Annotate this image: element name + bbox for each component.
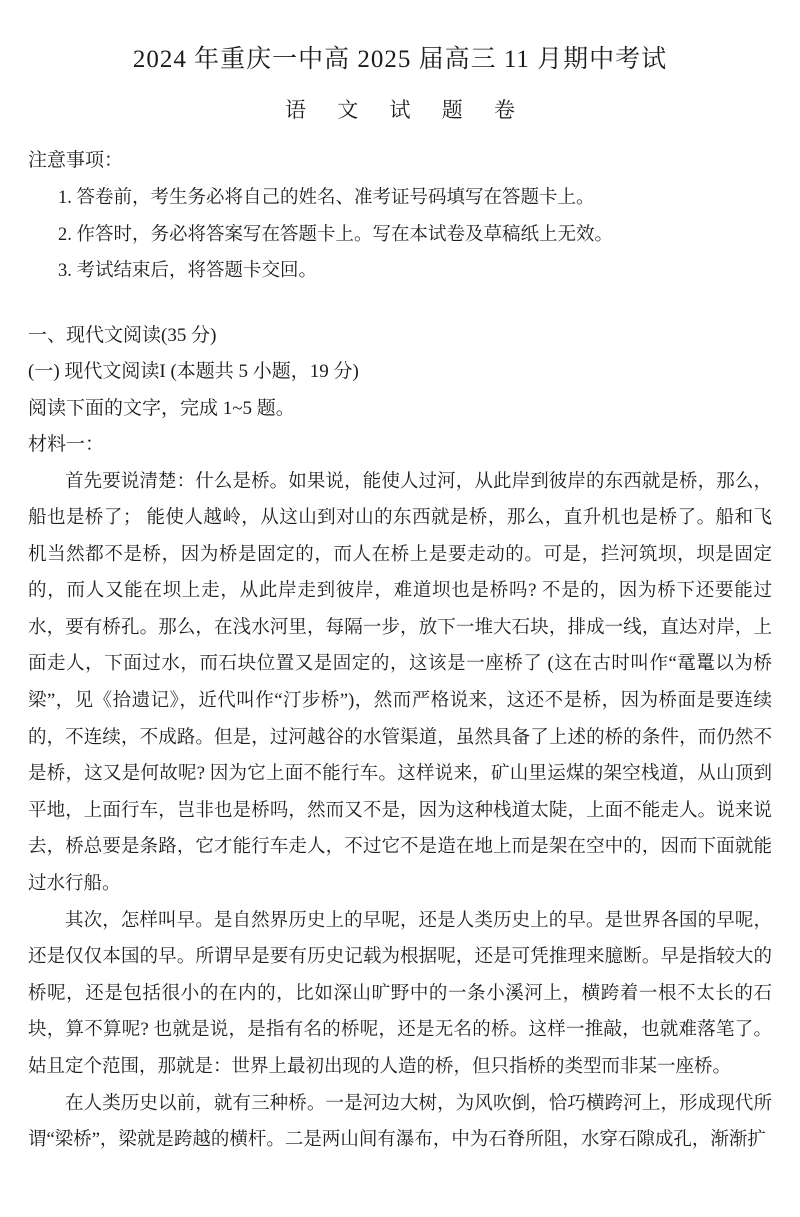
reading-instruction: 阅读下面的文字，完成 1~5 题。 (28, 397, 295, 419)
page-title: 2024 年重庆一中高 2025 届高三 11 月期中考试 (132, 46, 668, 73)
notice-item: 2. 作答时，务必将答案写在答题卡上。写在本试卷及草稿纸上无效。 (58, 224, 614, 245)
reading-section (28, 318, 772, 1159)
notice-item: 1. 答卷前，考生务必将自己的姓名、准考证号码填写在答题卡上。 (58, 188, 595, 208)
body-paragraph: 其次，怎样叫早。是自然界历史上的早呢，还是人类历史上的早。是世界各国的早呢，还是仅仅本国的早。所谓早是要有历史记载为根据呢，还是可凭推理来臆断。早是指较大的桥呢，还是包括很小的在内的，比如深山旷野中的一条小溪河上，横跨着一根不太长的石块，算不算呢? 也就是说，是指有名的桥呢，还是无名的桥。这样一推敲，也就难落笔了。姑且定个范围，那就是：世界上最初出现的人造的桥，但只指桥的类型而非某一座桥。 (28, 910, 772, 1077)
body-paragraph: 在人类历史以前，就有三种桥。一是河边大树，为风吹倒，恰巧横跨河上，形成现代所谓“梁桥”，梁就是跨越的横杆。二是两山间有瀑布，中为石脊所阻，水穿石隙成孔，渐渐扩 (28, 1093, 772, 1151)
notice-heading: 注意事项： (28, 150, 124, 171)
material-label: 材料一： (28, 434, 105, 455)
page-subtitle: 语 文 试 题 卷 (285, 98, 528, 122)
body-paragraph: 首先要说清楚：什么是桥。如果说，能使人过河，从此岸到彼岸的东西就是桥，那么，船也是桥了； 能使人越岭，从这山到对山的东西就是桥，那么，直升机也是桥了。船和飞机当然都不是桥，因为桥是固定的，而人在桥上是要走动的。可是，拦河筑坝，坝是固定的，而人又能在坝上走，从此岸走到彼岸，难道坝也是桥吗? 不是的，因为桥下还要能过水，要有桥孔。那么，在浅水河里，每隔一步，放下一堆大石块，排成一线，直达对岸，上面走人，下面过水，而石块位置又是固定的，这该是一座桥了 (这在古时叫作“鼋鼍以为桥梁”，见《拾遗记》，近代叫作“汀步桥”)，然而严格说来，这还不是桥，因为桥面是要连续的，不连续，不成路。但是，过河越谷的水管渠道，虽然具备了上述的桥的条件，而仍然不是桥，这又是何故呢? 因为它上面不能行车。这样说来，矿山里运煤的架空栈道，从山顶到平地，上面行车，岂非也是桥吗，然而又不是，因为这种栈道太陡，上面不能走人。说来说去，桥总要是条路，它才能行车走人，不过它不是造在地上而是架在空中的，因而下面就能过水行船。 (28, 471, 772, 895)
notice-section (28, 148, 772, 290)
notice-item: 3. 考试结束后，将答题卡交回。 (58, 261, 318, 281)
notice-list (28, 180, 772, 290)
subsection-heading: (一) 现代文阅读I (本题共 5 小题，19 分) (28, 361, 359, 382)
section-heading: 一、现代文阅读(35 分) (28, 324, 217, 346)
